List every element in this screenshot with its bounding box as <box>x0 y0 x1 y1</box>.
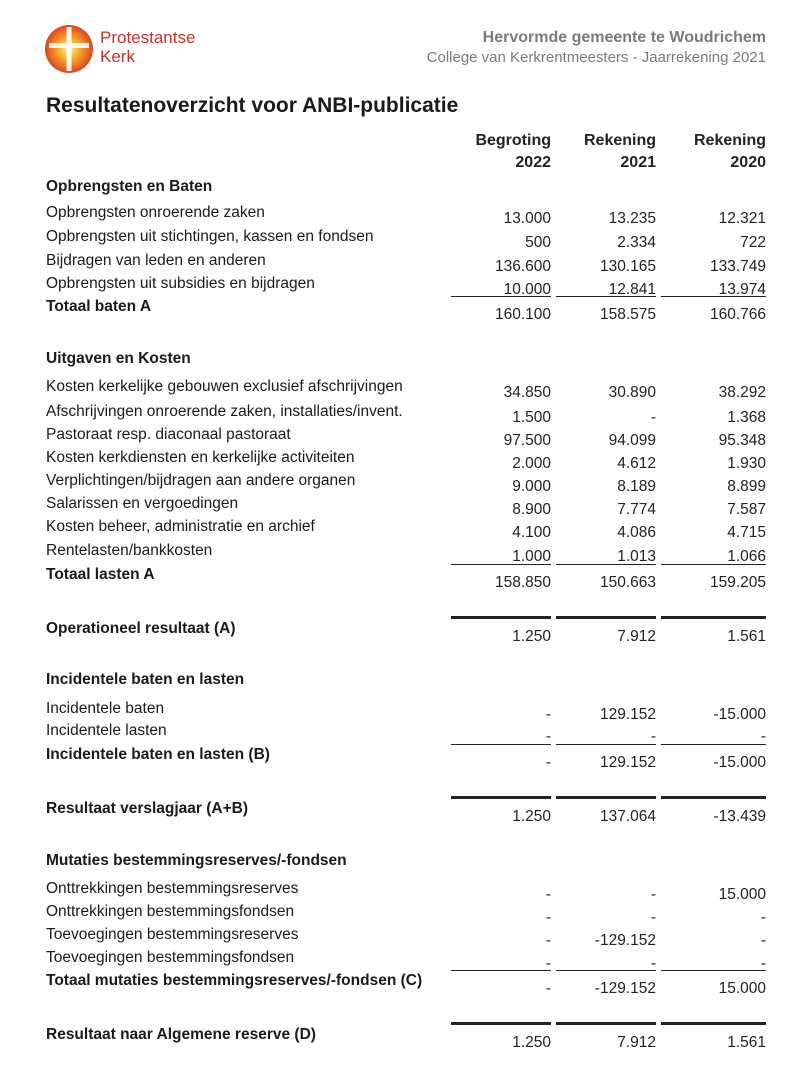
row-label: Incidentele baten en lasten <box>46 671 245 688</box>
value-cell-rekening-2021: 12.841 <box>608 281 656 298</box>
table-row-toevoegingen-bestemmingsfondsen <box>0 949 800 972</box>
brand-line-1: Protestantse <box>100 28 196 47</box>
value-cell-rekening-2021: 8.189 <box>617 478 656 495</box>
table-row-bijdragen-van-leden-en-anderen <box>0 252 800 275</box>
row-label: Totaal mutaties bestemmingsreserves/-fondsen (C) <box>46 972 423 989</box>
value-cell-begroting-2022: - <box>545 980 551 997</box>
value-cell-begroting-2022: 500 <box>525 234 551 251</box>
subtotal-rule <box>451 296 551 297</box>
table-row-kosten-kerkelijke-gebouwen-exclusief-afschrijvingen <box>0 378 800 401</box>
result-rule <box>661 616 766 619</box>
document-subtitle: College van Kerkrentmeesters - Jaarrekening 2021 <box>426 49 766 66</box>
value-cell-rekening-2021: 7.912 <box>617 1034 656 1051</box>
value-cell-begroting-2022: 1.250 <box>512 1034 551 1051</box>
row-label: Kosten beheer, administratie en archief <box>46 518 315 535</box>
value-cell-rekening-2021: 129.152 <box>599 754 656 771</box>
column-header-rekening-2021: Rekening 2021 <box>583 132 656 171</box>
row-label: Kosten kerkdiensten en kerkelijke activiteiten <box>46 449 355 466</box>
section-heading-opbrengsten-en-baten <box>0 178 800 198</box>
table-row-opbrengsten-onroerende-zaken <box>0 204 800 227</box>
value-cell-begroting-2022: - <box>545 909 551 926</box>
value-cell-rekening-2020: 13.974 <box>718 281 766 298</box>
value-cell-rekening-2021: 30.890 <box>608 384 656 401</box>
protestantse-kerk-logo <box>44 24 214 80</box>
row-label: Incidentele baten en lasten (B) <box>46 746 270 763</box>
value-cell-rekening-2021: 2.334 <box>617 234 656 251</box>
table-row-afschrijvingen-onroerende-zaken-installaties-invent <box>0 403 800 426</box>
row-label: Incidentele baten <box>46 700 165 717</box>
value-cell-rekening-2020: - <box>760 909 766 926</box>
table-row-onttrekkingen-bestemmingsreserves <box>0 880 800 903</box>
total-row-incidentele-baten-en-lasten-b <box>0 746 800 771</box>
row-label: Toevoegingen bestemmingsfondsen <box>46 949 295 966</box>
result-rule <box>451 796 551 799</box>
value-cell-begroting-2022: 34.850 <box>503 384 551 401</box>
table-row-kosten-beheer-administratie-en-archief <box>0 518 800 541</box>
value-cell-rekening-2021: -129.152 <box>594 980 656 997</box>
total-row-resultaat-naar-algemene-reserve-d <box>0 1026 800 1051</box>
column-header-rekening-2020: Rekening 2020 <box>693 132 766 171</box>
value-cell-begroting-2022: 160.100 <box>494 306 551 323</box>
subtotal-rule <box>556 744 656 745</box>
value-cell-begroting-2022: 2.000 <box>512 455 551 472</box>
value-cell-rekening-2020: 8.899 <box>727 478 766 495</box>
subtotal-rule <box>451 970 551 971</box>
result-rule <box>451 616 551 619</box>
value-cell-begroting-2022: 4.100 <box>512 524 551 541</box>
row-label: Opbrengsten uit stichtingen, kassen en fondsen <box>46 228 374 245</box>
row-label: Incidentele lasten <box>46 722 167 739</box>
value-cell-rekening-2020: 1.066 <box>727 548 766 565</box>
row-label: Operationeel resultaat (A) <box>46 620 236 637</box>
page-title: Resultatenoverzicht voor ANBI-publicatie <box>46 94 459 117</box>
value-cell-begroting-2022: 10.000 <box>503 281 551 298</box>
result-rule <box>661 1022 766 1025</box>
value-cell-begroting-2022: - <box>545 728 551 745</box>
row-label: Opbrengsten onroerende zaken <box>46 204 265 221</box>
value-cell-rekening-2021: 158.575 <box>599 306 656 323</box>
row-label: Salarissen en vergoedingen <box>46 495 239 512</box>
subtotal-rule <box>556 564 656 565</box>
table-row-opbrengsten-uit-stichtingen-kassen-en-fondsen <box>0 228 800 251</box>
subtotal-rule <box>661 296 766 297</box>
row-label: Opbrengsten uit subsidies en bijdragen <box>46 275 315 292</box>
row-label: Totaal baten A <box>46 298 152 315</box>
value-cell-begroting-2022: - <box>545 932 551 949</box>
value-cell-rekening-2020: 15.000 <box>718 886 766 903</box>
table-row-pastoraat-resp-diaconaal-pastoraat <box>0 426 800 449</box>
value-cell-rekening-2020: 722 <box>740 234 766 251</box>
subtotal-rule <box>451 744 551 745</box>
subtotal-rule <box>556 970 656 971</box>
value-cell-rekening-2020: -13.439 <box>713 808 766 825</box>
value-cell-rekening-2021: 7.912 <box>617 628 656 645</box>
value-cell-rekening-2021: -129.152 <box>594 932 656 949</box>
table-row-salarissen-en-vergoedingen <box>0 495 800 518</box>
result-rule <box>451 1022 551 1025</box>
total-row-resultaat-verslagjaar-a-b <box>0 800 800 825</box>
organisation-name: Hervormde gemeente te Woudrichem <box>482 29 766 46</box>
row-label: Totaal lasten A <box>46 566 155 583</box>
value-cell-begroting-2022: 1.250 <box>512 628 551 645</box>
row-label: Afschrijvingen onroerende zaken, installaties/invent. <box>46 403 403 420</box>
total-row-operationeel-resultaat-a <box>0 620 800 645</box>
table-row-incidentele-lasten <box>0 722 800 745</box>
value-cell-rekening-2021: - <box>650 909 656 926</box>
value-cell-begroting-2022: - <box>545 955 551 972</box>
table-row-kosten-kerkdiensten-en-kerkelijke-activiteiten <box>0 449 800 472</box>
subtotal-rule <box>556 296 656 297</box>
value-cell-rekening-2020: - <box>760 728 766 745</box>
subtotal-rule <box>661 970 766 971</box>
value-cell-rekening-2020: 159.205 <box>709 574 766 591</box>
result-rule <box>556 1022 656 1025</box>
table-row-opbrengsten-uit-subsidies-en-bijdragen <box>0 275 800 298</box>
row-label: Kosten kerkelijke gebouwen exclusief afschrijvingen <box>46 378 403 395</box>
table-row-onttrekkingen-bestemmingsfondsen <box>0 903 800 926</box>
cross-sunburst-icon <box>44 24 94 74</box>
value-cell-rekening-2020: -15.000 <box>713 754 766 771</box>
subtotal-rule <box>451 564 551 565</box>
result-rule <box>556 796 656 799</box>
total-row-totaal-mutaties-bestemmingsreserves-fondsen-c <box>0 972 800 997</box>
table-row-rentelasten-bankkosten <box>0 542 800 565</box>
value-cell-begroting-2022: 136.600 <box>494 258 551 275</box>
row-label: Rentelasten/bankkosten <box>46 542 213 559</box>
value-cell-rekening-2021: - <box>650 886 656 903</box>
value-cell-begroting-2022: 1.500 <box>512 409 551 426</box>
subtotal-rule <box>661 564 766 565</box>
value-cell-rekening-2021: 4.086 <box>617 524 656 541</box>
value-cell-begroting-2022: 13.000 <box>503 210 551 227</box>
value-cell-begroting-2022: 1.250 <box>512 808 551 825</box>
row-label: Onttrekkingen bestemmingsfondsen <box>46 903 295 920</box>
value-cell-rekening-2021: 130.165 <box>599 258 656 275</box>
value-cell-rekening-2020: 133.749 <box>709 258 766 275</box>
result-rule <box>556 616 656 619</box>
value-cell-rekening-2020: 15.000 <box>718 980 766 997</box>
row-label: Resultaat naar Algemene reserve (D) <box>46 1026 316 1043</box>
value-cell-begroting-2022: - <box>545 754 551 771</box>
value-cell-rekening-2021: - <box>650 728 656 745</box>
row-label: Bijdragen van leden en anderen <box>46 252 266 269</box>
value-cell-rekening-2020: 95.348 <box>718 432 766 449</box>
total-row-totaal-lasten-a <box>0 566 800 591</box>
row-label: Mutaties bestemmingsreserves/-fondsen <box>46 852 347 869</box>
value-cell-rekening-2020: 160.766 <box>709 306 766 323</box>
subtotal-rule <box>661 744 766 745</box>
value-cell-begroting-2022: 1.000 <box>512 548 551 565</box>
row-label: Onttrekkingen bestemmingsreserves <box>46 880 299 897</box>
value-cell-rekening-2021: - <box>650 955 656 972</box>
value-cell-rekening-2020: 1.561 <box>727 628 766 645</box>
table-row-toevoegingen-bestemmingsreserves <box>0 926 800 949</box>
value-cell-rekening-2021: 150.663 <box>599 574 656 591</box>
document-header <box>427 28 766 68</box>
value-cell-begroting-2022: - <box>545 886 551 903</box>
row-label: Opbrengsten en Baten <box>46 178 213 195</box>
value-cell-rekening-2021: - <box>650 409 656 426</box>
result-rule <box>661 796 766 799</box>
logo-wordmark <box>100 28 195 66</box>
value-cell-begroting-2022: 9.000 <box>512 478 551 495</box>
column-header-begroting-2022: Begroting 2022 <box>475 132 551 171</box>
value-cell-rekening-2020: 7.587 <box>727 501 766 518</box>
table-row-verplichtingen-bijdragen-aan-andere-organen <box>0 472 800 495</box>
row-label: Toevoegingen bestemmingsreserves <box>46 926 299 943</box>
value-cell-begroting-2022: 97.500 <box>503 432 551 449</box>
value-cell-rekening-2020: 1.930 <box>727 455 766 472</box>
row-label: Verplichtingen/bijdragen aan andere organen <box>46 472 356 489</box>
row-label: Pastoraat resp. diaconaal pastoraat <box>46 426 291 443</box>
value-cell-rekening-2021: 13.235 <box>608 210 656 227</box>
value-cell-rekening-2021: 94.099 <box>608 432 656 449</box>
value-cell-rekening-2021: 4.612 <box>617 455 656 472</box>
brand-line-2: Kerk <box>100 47 135 66</box>
value-cell-rekening-2020: 1.368 <box>727 409 766 426</box>
value-cell-begroting-2022: 158.850 <box>494 574 551 591</box>
value-cell-rekening-2020: - <box>760 955 766 972</box>
value-cell-rekening-2020: 12.321 <box>718 210 766 227</box>
value-cell-rekening-2020: 1.561 <box>727 1034 766 1051</box>
value-cell-rekening-2021: 129.152 <box>599 706 656 723</box>
value-cell-rekening-2020: 38.292 <box>718 384 766 401</box>
value-cell-rekening-2020: -15.000 <box>713 706 766 723</box>
table-row-incidentele-baten <box>0 700 800 723</box>
total-row-totaal-baten-a <box>0 298 800 323</box>
value-cell-rekening-2021: 1.013 <box>617 548 656 565</box>
row-label: Resultaat verslagjaar (A+B) <box>46 800 249 817</box>
value-cell-rekening-2020: 4.715 <box>727 524 766 541</box>
value-cell-begroting-2022: 8.900 <box>512 501 551 518</box>
section-heading-mutaties-bestemmingsreserves-fondsen <box>0 852 800 872</box>
value-cell-rekening-2021: 7.774 <box>617 501 656 518</box>
section-heading-uitgaven-en-kosten <box>0 350 800 370</box>
row-label: Uitgaven en Kosten <box>46 350 191 367</box>
value-cell-rekening-2020: - <box>760 932 766 949</box>
section-heading-incidentele-baten-en-lasten <box>0 671 800 691</box>
value-cell-rekening-2021: 137.064 <box>599 808 656 825</box>
value-cell-begroting-2022: - <box>545 706 551 723</box>
